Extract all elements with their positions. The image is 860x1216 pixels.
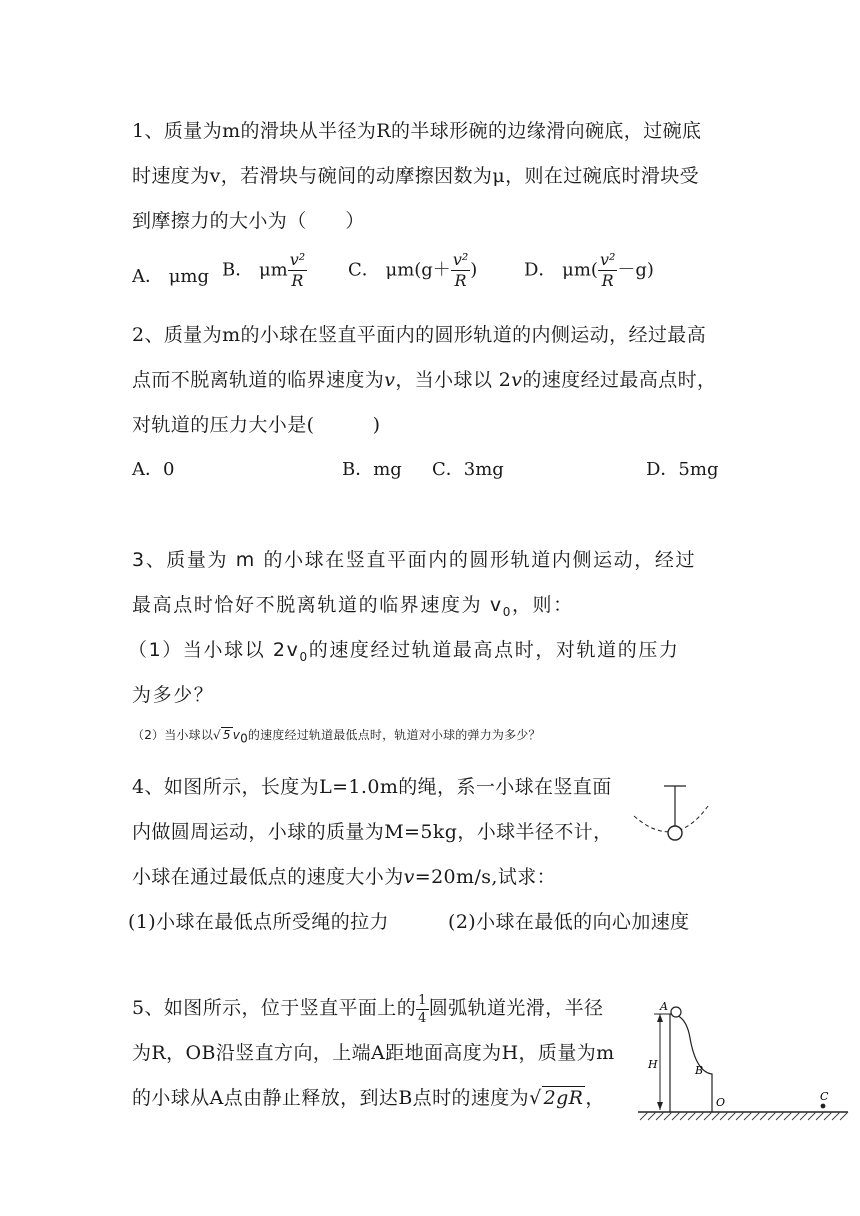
q3-line-4: 为多少？	[132, 684, 215, 706]
q5-line-3: 的小球从A点由静止释放，到达B点时的速度为√ 2gR ，	[132, 1087, 605, 1109]
q4-line-3-b: =20m/s,试求：	[414, 866, 557, 888]
arrow-up-icon	[657, 1014, 663, 1022]
fraction-denominator: R	[454, 271, 467, 290]
q3-line-1: 3、质量为 m 的小球在竖直平面内的圆形轨道内侧运动，经过	[132, 549, 697, 571]
q3-part-1-a: （1）当小球以 2v	[128, 639, 300, 661]
subscript-zero: 0	[299, 649, 309, 664]
q1-line-1: 1、质量为m的滑块从半径为R的半球形碗的边缘滑向碗底，过碗底	[132, 120, 702, 142]
q1-option-c-fraction	[451, 252, 470, 289]
subscript-zero: 0	[502, 604, 512, 619]
q2-option-c: C．3mg	[432, 459, 504, 480]
q1-option-b-prefix: B． μm	[222, 259, 288, 281]
q3-part-2: （2）当小球以√ 5 $v_0$的速度经过轨道最低点时，轨道对小球的弹力为多少？	[132, 728, 541, 746]
q2-option-b: B．mg	[342, 459, 402, 480]
arrow-down-icon	[657, 1102, 663, 1110]
ball	[671, 1007, 681, 1017]
q2-line-3: 对轨道的压力大小是( )	[132, 414, 381, 436]
fraction-denominator: R	[601, 271, 614, 290]
sqrt-radicand: 5	[222, 728, 231, 742]
q5-line-3-a: 的小球从A点由静止释放，到达B点时的速度为	[132, 1087, 530, 1109]
q1-line-3: 到摩擦力的大小为（ ）	[132, 210, 365, 232]
fraction-numerator: v²	[452, 250, 469, 269]
q1-option-d	[524, 252, 654, 289]
sqrt-radicand: 2gR	[543, 1087, 584, 1109]
velocity-symbol: v	[384, 369, 396, 391]
q1-option-b-fraction	[288, 252, 307, 289]
q2-line-2-b: ，当小球以 2	[395, 369, 512, 391]
velocity-symbol: v	[403, 866, 415, 888]
q3-line-2-b: ，则：	[511, 594, 574, 616]
q4-part-1: (1)小球在最低点所受绳的拉力	[128, 911, 389, 933]
q1-option-a: A． μmg	[132, 266, 210, 287]
fraction-numerator: v²	[599, 250, 616, 269]
fraction-numerator: 1	[418, 992, 427, 1008]
q5-line-1-a: 5、如图所示，位于竖直平面上的	[132, 997, 417, 1019]
q5-line-1	[132, 993, 603, 1025]
q3-line-2	[132, 590, 574, 619]
q2-line-2-c: 的速度经过最高点时，	[522, 369, 717, 391]
ground-hatching	[640, 1112, 848, 1120]
q3-part-2-b: 的速度经过轨道最低点时，轨道对小球的弹力为多少？	[247, 728, 541, 742]
label-h: H	[648, 1058, 658, 1071]
velocity-symbol: v	[511, 369, 523, 391]
q1-option-c-suffix: )	[470, 259, 478, 281]
q2-line-2	[132, 365, 716, 392]
track-figure	[636, 996, 850, 1126]
q2-option-d: D．5mg	[646, 459, 719, 480]
fraction-denominator: 4	[418, 1010, 427, 1026]
pendulum-figure	[626, 782, 716, 852]
label-c: C	[820, 1090, 829, 1103]
q3-line-2-a: 最高点时恰好不脱离轨道的临界速度为 v	[132, 594, 503, 616]
label-b: B	[695, 1064, 704, 1077]
q3-part-1	[128, 635, 680, 664]
label-a: A	[660, 1000, 668, 1013]
label-o: O	[716, 1096, 726, 1109]
subscript-zero: 0	[240, 731, 248, 746]
q5-line-3-b: ，	[585, 1087, 605, 1109]
q5-line-1-b: 圆弧轨道光滑，半径	[428, 997, 604, 1019]
point-c-dot	[821, 1104, 826, 1109]
q1-option-d-fraction	[598, 252, 617, 289]
q2-line-1: 2、质量为m的小球在竖直平面内的圆形轨道的内侧运动，经过最高	[132, 324, 707, 346]
fraction-numerator: v²	[289, 250, 306, 269]
q5-line-2: 为R，OB沿竖直方向，上端A距地面高度为H，质量为m	[132, 1042, 615, 1064]
q4-part-2: (2)小球在最低的向心加速度	[448, 911, 690, 933]
q2-line-2-a: 点而不脱离轨道的临界速度为	[132, 369, 385, 391]
q1-option-c-prefix: C． μm(g＋	[348, 259, 451, 281]
quarter-fraction	[416, 994, 429, 1025]
q4-line-3	[132, 862, 556, 889]
ball	[668, 826, 682, 840]
q1-option-c	[348, 252, 477, 289]
q3-part-1-b: 的速度经过轨道最高点时，对轨道的压力	[308, 639, 680, 661]
q1-option-b	[222, 252, 307, 289]
q1-option-d-prefix: D． μm(	[524, 259, 598, 281]
q4-line-2: 内做圆周运动，小球的质量为M=5kg，小球半径不计，	[132, 821, 613, 843]
velocity-symbol: v	[232, 728, 241, 742]
q1-option-d-suffix: －g)	[617, 259, 654, 281]
q1-line-2: 时速度为v，若滑块与碗间的动摩擦因数为μ，则在过碗底时滑块受	[132, 165, 700, 187]
q4-line-3-a: 小球在通过最低点的速度大小为	[132, 866, 404, 888]
q4-line-1: 4、如图所示，长度为L=1.0m的绳，系一小球在竖直面	[132, 776, 612, 798]
fraction-denominator: R	[291, 271, 304, 290]
q2-option-a: A．0	[132, 459, 175, 480]
q3-part-2-a: （2）当小球以	[132, 728, 214, 742]
quarter-arc-track	[670, 1014, 712, 1112]
